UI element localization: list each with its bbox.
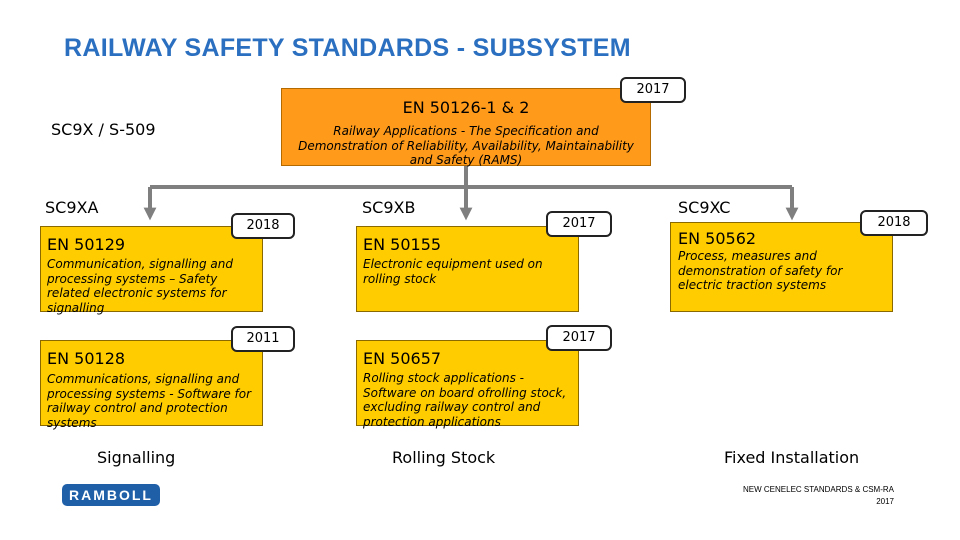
branch-label-sc9xb: SC9XB	[362, 198, 416, 217]
standard-code: EN 50155	[363, 235, 442, 254]
footer-line-2: 2017	[876, 497, 894, 506]
page-title: RAILWAY SAFETY STANDARDS - SUBSYSTEM	[64, 34, 631, 62]
branch-label-sc9xa: SC9XA	[45, 198, 99, 217]
category-label-signalling: Signalling	[97, 448, 176, 467]
category-label-fixed-installation: Fixed Installation	[724, 448, 860, 467]
top-standard-code: EN 50126-1 & 2	[402, 98, 530, 117]
category-label-rolling-stock: Rolling Stock	[392, 448, 496, 467]
branch-label-sc9xc: SC9XC	[678, 198, 731, 217]
top-year-badge: 2017	[620, 77, 686, 103]
standard-box-en50657	[356, 340, 579, 429]
footer-line-1: NEW CENELEC STANDARDS & CSM-RA	[743, 485, 894, 494]
top-standard-description: Railway Applications - The Specification and Demonstration of Reliability, Availability, Maintainability and Safety (RAMS)	[298, 124, 634, 167]
standard-description: Process, measures and demonstration of safety for electric traction systems	[678, 249, 843, 292]
standard-description: Communication, signalling and processing systems – Safety related electronic systems for signalling	[47, 257, 233, 315]
year-badge: 2017	[546, 211, 612, 237]
standard-description: Communications, signalling and processing systems - Software for railway control and protection systems	[47, 372, 252, 430]
standard-box-en50129	[40, 226, 263, 315]
standard-box-en50128	[40, 340, 263, 430]
standard-code: EN 50128	[47, 349, 126, 368]
sc9x-label: SC9X / S-509	[51, 120, 156, 139]
year-badge: 2011	[231, 326, 295, 352]
standard-code: EN 50657	[363, 349, 442, 368]
standard-description: Rolling stock applications - Software on board ofrolling stock, excluding railway control and protection applications	[363, 371, 567, 429]
footer-note	[743, 484, 894, 508]
standard-description: Electronic equipment used on rolling stock	[363, 257, 543, 286]
year-badge: 2018	[231, 213, 295, 239]
year-badge: 2018	[860, 210, 928, 236]
standard-code: EN 50562	[678, 229, 757, 248]
standard-box-en50155	[356, 226, 579, 312]
standard-code: EN 50129	[47, 235, 126, 254]
standard-box-en50562	[670, 222, 893, 312]
ramboll-logo: RAMBOLL	[62, 484, 160, 506]
top-standard-box	[281, 88, 651, 166]
year-badge: 2017	[546, 325, 612, 351]
